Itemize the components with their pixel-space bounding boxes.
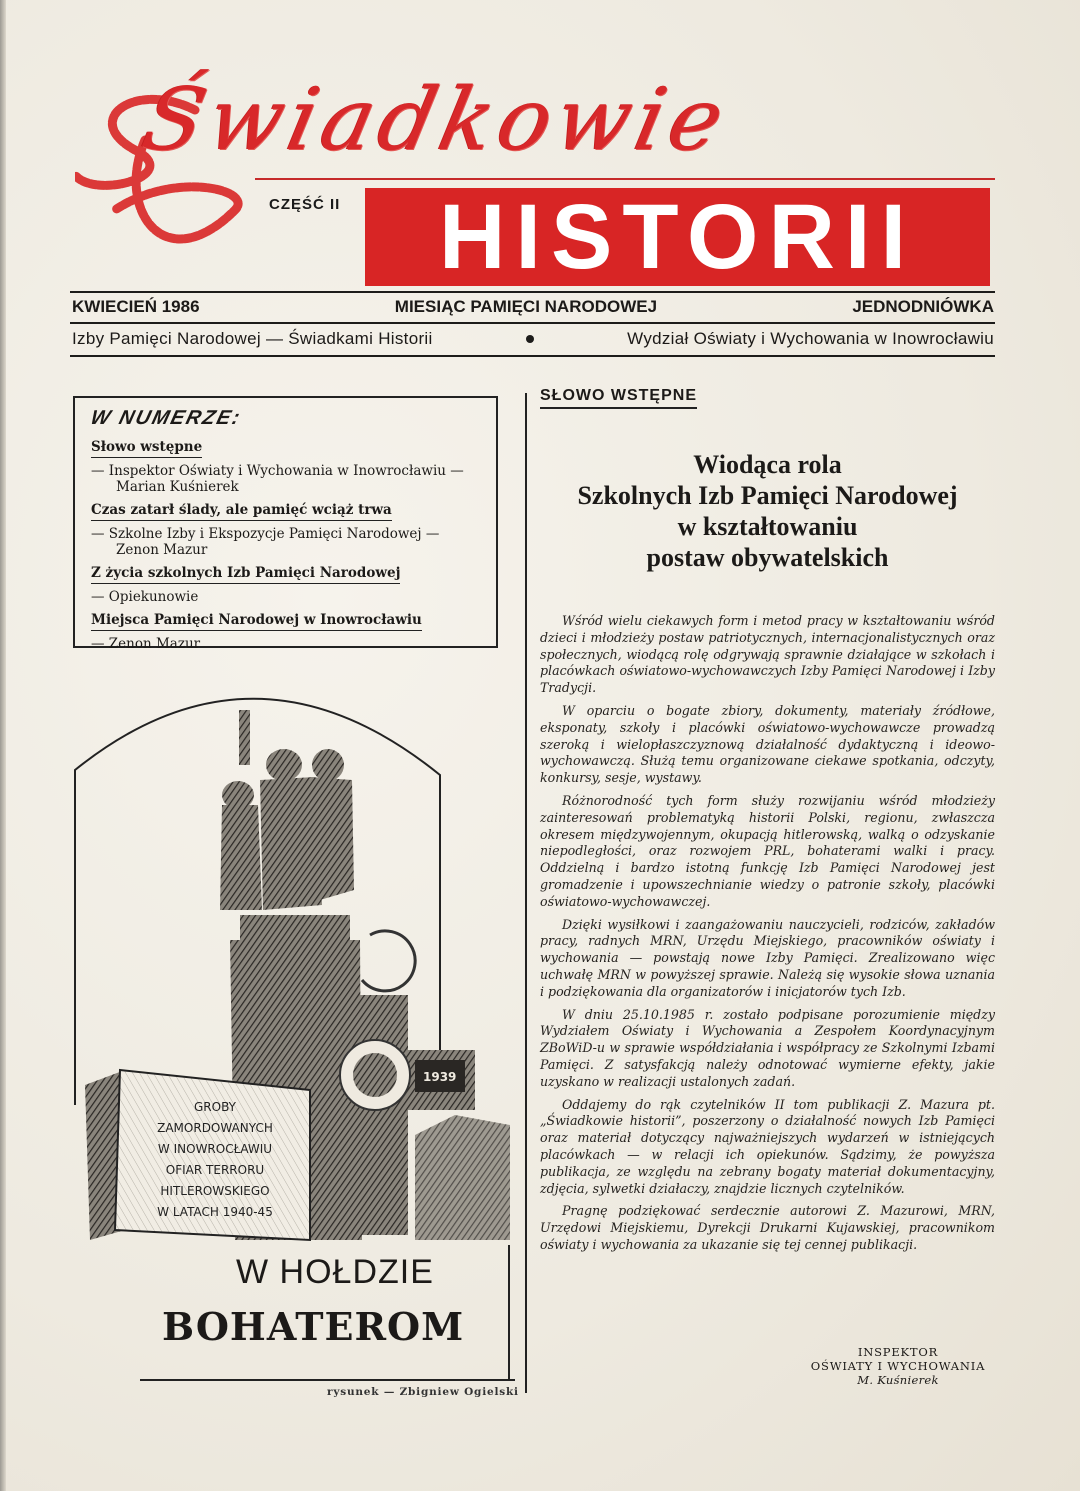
figures-group — [220, 710, 354, 910]
plaque-line: OFIAR TERRORU — [165, 1163, 265, 1177]
contents-entry-author: — Szkolne Izby i Ekspozycje Pamięci Narodowej — Zenon Mazur — [91, 526, 440, 558]
illustration-caption-line2: BOHATEROM — [162, 1304, 465, 1349]
masthead — [75, 70, 995, 290]
rule-top — [70, 291, 995, 293]
headline-line: Szkolnych Izb Pamięci Narodowej — [577, 481, 958, 510]
article-kicker: SŁOWO WSTĘPNE — [540, 386, 697, 409]
headline-line: Wiodąca rola — [693, 450, 842, 479]
article-paragraph: W dniu 25.10.1985 r. zostało podpisane porozumienie między Wydziałem Oświaty i Wychowania a Zespołem Koordynacyjnym ZBoWiD-u w sprawie współdziałania i współpracy ze Szkolnymi Izbami Pamięci. Z satysfakcją należy odnotować wymierne efekty, jakie uzyskano w realizacji ustalonych zadań. — [540, 1006, 995, 1089]
issue-date: KWIECIEŃ 1986 — [72, 297, 200, 316]
bullet-icon — [526, 335, 534, 343]
memorial-plaque — [85, 1070, 310, 1240]
article-signature — [798, 1345, 998, 1387]
plaque-line: ZAMORDOWANYCH — [157, 1121, 273, 1135]
part-label: CZĘŚĆ II — [269, 196, 341, 213]
plaque-line: W INOWROCŁAWIU — [157, 1142, 273, 1156]
signature-title-line1: INSPEKTOR — [857, 1345, 939, 1359]
contents-box — [73, 396, 498, 652]
historii-red-band — [365, 188, 990, 286]
contents-entry-title: Czas zatarł ślady, ale pamięć wciąż trwa — [91, 502, 392, 521]
contents-entry — [91, 562, 480, 605]
subtitle-left: Izby Pamięci Narodowej — Świadkami Historii — [72, 329, 433, 348]
plaque-line: HITLEROWSKIEGO — [160, 1184, 270, 1198]
cross-year: 1939 — [423, 1070, 457, 1084]
headline-line: postaw obywatelskich — [646, 543, 889, 572]
contents-entry-author: — Opiekunowie — [91, 589, 199, 605]
article — [540, 386, 995, 1260]
article-body — [540, 613, 995, 1254]
plaque-line: W LATACH 1940-45 — [157, 1205, 273, 1219]
contents-entry — [91, 436, 480, 495]
issue-edition: JEDNODNIÓWKA — [852, 297, 994, 316]
contents-entry-title: Z życia szkolnych Izb Pamięci Narodowej — [91, 565, 400, 584]
contents-entry-title: Słowo wstępne — [91, 439, 202, 458]
article-paragraph: Pragnę podziękować serdecznie autorowi Z. Mazurowi, MRN, Urzędowi Miejskiemu, Dyrekcji Drukarni Kujawskiej, pracownikom oświaty i wychowania za ukazanie się tej cennej publikacji. — [540, 1203, 995, 1252]
illustration-credit: rysunek — Zbigniew Ogielski — [327, 1386, 519, 1398]
article-paragraph: Różnorodność tych form służy rozwijaniu wśród młodzieży zainteresowań problematyką historii Polski, regionu, zwłaszcza okresem międzywojennym, okupacją hitlerowską, walką o odzyskanie niepodległości, oraz rozwojem PRL, bohaterami walki i pracy. Oddzielną i bardzo istotną funkcję Izb Pamięci Narodowej jest gromadzenie i upowszechnianie wiedzy o patronie szkoły, placówki oświatowo-wychowawczej. — [540, 792, 995, 909]
signature-name: M. Kuśnierek — [857, 1373, 939, 1387]
contents-entry-author: — Zenon Mazur — [91, 636, 201, 652]
article-paragraph: Dzięki wysiłkowi i zaangażowaniu nauczycieli, rodziców, zakładów pracy, radnych MRN, Urzędu Miejskiego, pracowników oświaty i wychowania — powstają nowe Izby Pamięci. Zrealizowano więc uchwałę MRN w powyższej sprawie. Należą się wysokie słowa uznania i podziękowania dla organizatorów i inicjatorów tych Izb. — [540, 916, 995, 999]
contents-entry — [91, 609, 480, 652]
contents-entry-title: Miejsca Pamięci Narodowej w Inowrocławiu — [91, 612, 422, 631]
masthead-red-rule — [255, 178, 995, 180]
masthead-block-title: HISTORII — [438, 188, 917, 286]
issue-occasion: MIESIĄC PAMIĘCI NARODOWEJ — [394, 297, 658, 316]
contents-heading: W NUMERZE: — [88, 407, 244, 429]
rule-mid — [70, 322, 995, 324]
plaque-line: GROBY — [194, 1100, 236, 1114]
headline-line: w kształtowaniu — [677, 512, 858, 541]
article-headline — [540, 449, 995, 573]
monument-illustration — [70, 665, 515, 1245]
rule-bottom — [70, 355, 995, 357]
subtitle-right: Wydział Oświaty i Wychowania w Inowrocławiu — [627, 329, 994, 348]
signature-title-line2: OŚWIATY I WYCHOWANIA — [810, 1359, 986, 1373]
column-divider — [525, 393, 527, 1393]
article-paragraph: W oparciu o bogate zbiory, dokumenty, materiały źródłowe, eksponaty, szkoły i placówki oświatowo-wychowawcze prowadzą szeroką i wielopłaszczyznową działalność dydaktyczną i ideowo-wychowawczą. Służą temu organizowane ciekawe spotkania, odczyty, konkursy, sesje, wystawy. — [540, 702, 995, 786]
info-bar — [72, 297, 994, 317]
page-edge-shadow — [0, 0, 6, 1491]
subtitle-bar — [72, 329, 994, 349]
article-paragraph: Wśród wielu ciekawych form i metod pracy w kształtowaniu wśród dzieci i młodzieży postaw patriotycznych, internacjonalistycznych oraz społecznych, wiodącą rolę odgrywają sprawnie działające w szkołach i placówkach oświatowo-wychowawczych Izby Pamięci Narodowej i Izby Tradycji. — [540, 613, 995, 696]
masthead-script-title: Świadkowie — [134, 70, 738, 170]
monument-drawing — [70, 665, 515, 1245]
article-paragraph: Oddajemy do rąk czytelników II tom publikacji Z. Mazura pt. „Świadkowie historii”, poszerzony o działalność nowych Izb Pamięci oraz materiał dotyczący najważniejszych wydarzeń w istniejących placówkach — w relacji ich opiekunów. Sądzimy, że powyższa publikacja, ze względu na zebrany bogaty materiał dokumentacyjny, zdjęcia, sylwetki działaczy, znajdzie licznych czytelników. — [540, 1096, 995, 1196]
contents-entry-author: — Inspektor Oświaty i Wychowania w Inowrocławiu — Marian Kuśnierek — [91, 463, 464, 495]
illustration-caption-line1: W HOŁDZIE — [236, 1253, 434, 1291]
contents-entry — [91, 499, 480, 558]
